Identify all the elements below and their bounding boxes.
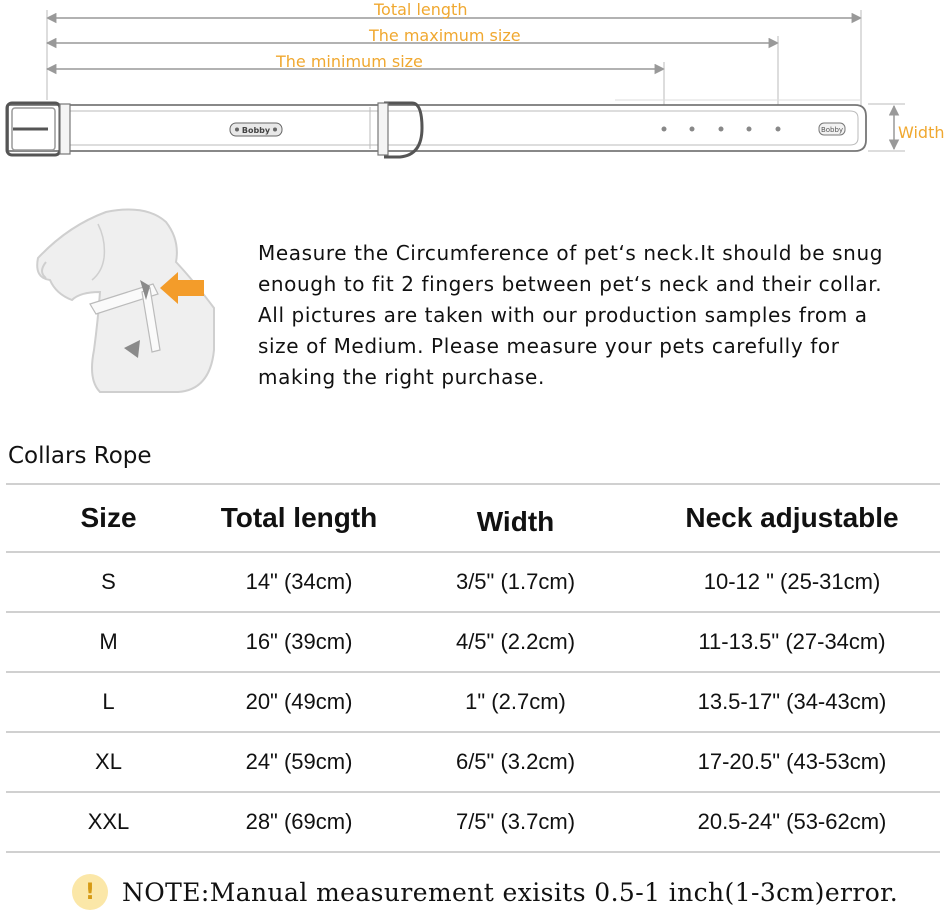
cell-total-length: 14" (34cm) [211, 552, 387, 612]
table-row [6, 672, 940, 732]
cell-size: S [6, 552, 211, 612]
width-label: Width [898, 123, 945, 142]
table-row [6, 732, 940, 792]
dog-neck-measure-illustration [28, 200, 218, 395]
svg-text:Bobby: Bobby [820, 126, 844, 134]
cell-width: 7/5" (3.7cm) [387, 792, 644, 852]
cell-width: 1" (2.7cm) [387, 672, 644, 732]
cell-neck-adjustable: 13.5-17" (34-43cm) [644, 672, 940, 732]
cell-total-length: 16" (39cm) [211, 612, 387, 672]
table-caption: Collars Rope [8, 443, 152, 469]
cell-size: XL [6, 732, 211, 792]
cell-neck-adjustable: 17-20.5" (43-53cm) [644, 732, 940, 792]
header-total-length: Total length [211, 484, 387, 552]
maximum-size-label: The maximum size [369, 26, 521, 45]
minimum-size-label: The minimum size [276, 52, 423, 71]
cell-total-length: 24" (59cm) [211, 732, 387, 792]
cell-size: L [6, 672, 211, 732]
size-table [6, 483, 940, 853]
measurement-note [72, 872, 898, 912]
total-length-label: Total length [374, 0, 468, 19]
table-row [6, 612, 940, 672]
table-header-row [6, 484, 940, 552]
brand-plate [230, 123, 282, 136]
cell-width: 6/5" (3.2cm) [387, 732, 644, 792]
cell-total-length: 28" (69cm) [211, 792, 387, 852]
cell-neck-adjustable: 20.5-24" (53-62cm) [644, 792, 940, 852]
cell-neck-adjustable: 10-12 " (25-31cm) [644, 552, 940, 612]
cell-width: 3/5" (1.7cm) [387, 552, 644, 612]
instruction-line: Measure the Circumference of pet‘s neck.It should be snug [258, 241, 884, 265]
cell-total-length: 20" (49cm) [211, 672, 387, 732]
measurement-instructions [258, 238, 918, 393]
warning-icon: ! [72, 874, 108, 910]
instruction-line: enough to fit 2 fingers between pet‘s neck and their collar. [258, 272, 883, 296]
cell-size: M [6, 612, 211, 672]
header-width: Width [387, 484, 644, 552]
collar-strap [8, 100, 866, 151]
header-size: Size [6, 484, 211, 552]
instruction-line: making the right purchase. [258, 365, 545, 389]
cell-size: XXL [6, 792, 211, 852]
tip-logo [819, 123, 845, 135]
cell-width: 4/5" (2.2cm) [387, 612, 644, 672]
instruction-line: All pictures are taken with our production samples from a [258, 303, 868, 327]
header-neck-adjustable: Neck adjustable [644, 484, 940, 552]
table-row [6, 552, 940, 612]
instruction-line: size of Medium. Please measure your pets carefully for [258, 334, 840, 358]
svg-text:Bobby: Bobby [241, 126, 271, 135]
cell-neck-adjustable: 11-13.5" (27-34cm) [644, 612, 940, 672]
note-text: NOTE:Manual measurement exisits 0.5-1 inch(1-3cm)error. [122, 877, 899, 907]
table-row [6, 792, 940, 852]
